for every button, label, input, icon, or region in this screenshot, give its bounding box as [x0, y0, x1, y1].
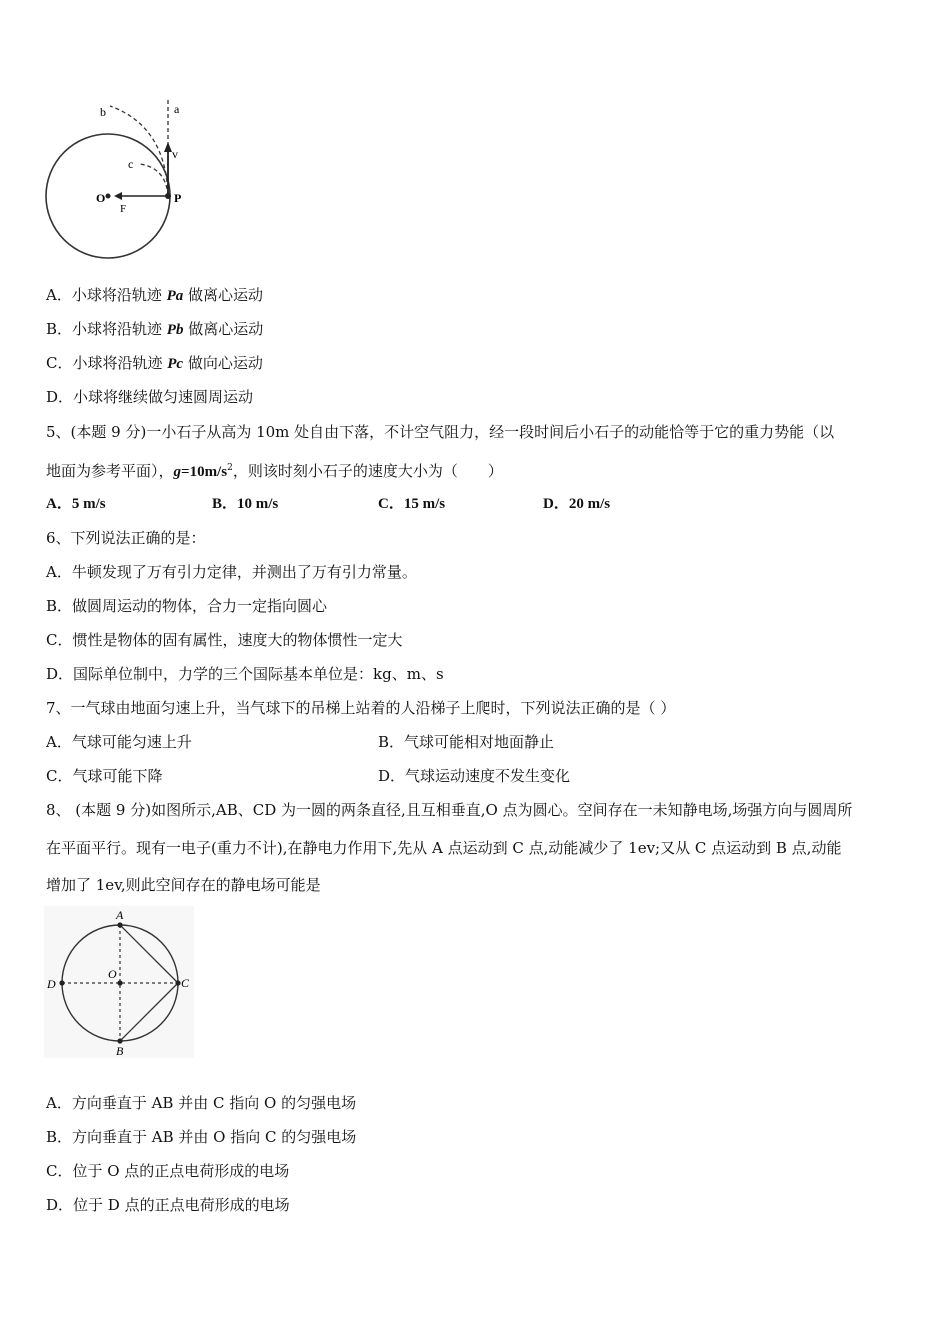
label-B: B: [116, 1044, 124, 1058]
path-b-curve: [110, 106, 168, 196]
point-d: [59, 980, 64, 985]
label-v: v: [172, 147, 178, 161]
label-C: C: [181, 976, 190, 990]
circular-motion-figure: [40, 96, 200, 266]
q6-option-a: A．牛顿发现了万有引力定律，并测出了万有引力常量。: [46, 563, 417, 581]
q8-option-b: B．方向垂直于 AB 并由 O 指向 C 的匀强电场: [46, 1128, 357, 1146]
q4-option-d: D．小球将继续做匀速圆周运动: [46, 388, 254, 406]
q5-option-b: B．10 m/s: [212, 496, 279, 512]
q5-stem-line1: 5、(本题 9 分)一小石子从高为 10m 处自由下落，不计空气阻力，经一段时间后小石子的动能恰等于它的重力势能（以: [46, 423, 835, 441]
label-O2: O: [108, 967, 117, 981]
q6-option-d: D．国际单位制中，力学的三个国际基本单位是：kg、m、s: [46, 665, 444, 683]
q7-option-b: B．气球可能相对地面静止: [378, 733, 555, 751]
q7-option-c: C．气球可能下降: [46, 767, 163, 785]
q7-option-a: A．气球可能匀速上升: [46, 733, 192, 751]
q8-stem-line1: 8、 (本题 9 分)如图所示,AB、CD 为一圆的两条直径,且互相垂直,O 点为圆心。空间存在一未知静电场,场强方向与圆周所: [46, 801, 853, 819]
point-a: [117, 922, 122, 927]
label-O: O: [96, 191, 106, 205]
label-P: P: [174, 191, 182, 205]
q4-option-c: C．小球将沿轨迹 Pc 做向心运动: [46, 354, 263, 372]
point-o: [117, 980, 122, 985]
force-arrowhead: [114, 192, 122, 200]
velocity-arrowhead: [164, 142, 172, 152]
label-b: b: [100, 105, 106, 119]
point-p-dot: [165, 193, 171, 199]
q5-stem-line2: 地面为参考平面），$g=10m/s^2$，则该时刻小石子的速度大小为（ ）: [46, 462, 503, 480]
q7-stem: 7、一气球由地面匀速上升，当气球下的吊梯上站着的人沿梯子上爬时，下列说法正确的是（ ）: [46, 699, 676, 717]
point-b: [117, 1038, 122, 1043]
q7-option-d: D．气球运动速度不发生变化: [378, 767, 571, 785]
label-a: a: [174, 102, 180, 116]
q8-option-d: D．位于 D 点的正点电荷形成的电场: [46, 1196, 290, 1214]
q8-option-a: A．方向垂直于 AB 并由 C 指向 O 的匀强电场: [46, 1094, 357, 1112]
label-A: A: [116, 908, 124, 922]
label-c: c: [128, 157, 134, 171]
q5-option-c: C．15 m/s: [378, 496, 446, 512]
label-F: F: [120, 203, 127, 215]
q6-option-b: B．做圆周运动的物体，合力一定指向圆心: [46, 597, 328, 615]
q6-stem: 6、下列说法正确的是：: [46, 529, 206, 547]
q8-stem-line2: 在平面平行。现有一电子(重力不计),在静电力作用下,先从 A 点运动到 C 点,动能减少了 1ev;又从 C 点运动到 B 点,动能: [46, 839, 842, 857]
q8-stem-line3: 增加了 1ev,则此空间存在的静电场可能是: [46, 876, 321, 894]
q8-option-c: C．位于 O 点的正点电荷形成的电场: [46, 1162, 290, 1180]
circle-diameters-figure: [44, 906, 194, 1058]
label-D: D: [47, 977, 56, 991]
point-c: [175, 980, 180, 985]
q5-option-d: D．20 m/s: [543, 496, 611, 512]
q6-option-c: C．惯性是物体的固有属性，速度大的物体惯性一定大: [46, 631, 403, 649]
q5-option-a: A．5 m/s: [46, 496, 106, 512]
q4-option-b: B．小球将沿轨迹 Pb 做离心运动: [46, 320, 264, 338]
center-dot: [106, 194, 111, 199]
q4-option-a: A．小球将沿轨迹 Pa 做离心运动: [46, 286, 264, 304]
